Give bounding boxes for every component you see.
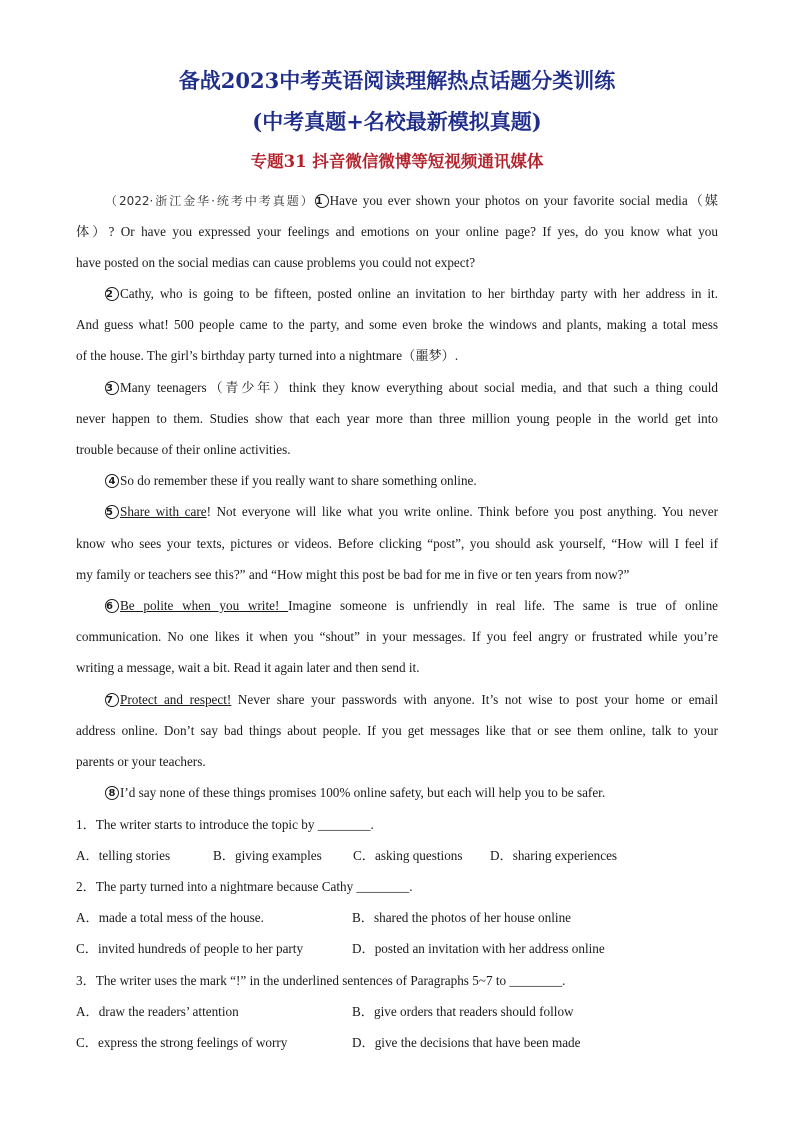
paragraph-5-line-3: my family or teachers see this?” and “How might this post be bad for me in five or ten years from now?” [76, 567, 630, 582]
paragraph-number: 5 [105, 505, 119, 519]
paragraph-3-line-3: trouble because of their online activities. [76, 442, 291, 457]
topic-title: 专题31 抖音微信微博等短视频通讯媒体 [250, 152, 544, 171]
underlined-sentence: Be polite when you write! [120, 598, 289, 613]
question-3-option-a[interactable]: A．draw the readers’ attention [76, 1004, 239, 1019]
paragraph-1-line-2: 体）? Or have you expressed your feelings and emotions on your online page? If yes, do you know what you [76, 224, 718, 239]
underlined-sentence: Protect and respect! [120, 692, 232, 707]
paragraph-number: 7 [105, 693, 119, 707]
paragraph-7-line-1: 7 Protect and respect! Never share your passwords with anyone. It’s not wise to post your home or email [106, 692, 718, 707]
paragraph-number: 4 [105, 474, 119, 488]
question-2-option-b[interactable]: B．shared the photos of her house online [352, 910, 572, 925]
paragraph-3-line-1: 3 Many teenagers（青少年）think they know everything about social media, and that such a thing could [106, 380, 718, 395]
question-1-option-a[interactable]: A．telling stories [76, 848, 171, 863]
question-1-option-c[interactable]: C．asking questions [353, 848, 463, 863]
paragraph-2-line-2: And guess what! 500 people came to the party, and some even broke the windows and plants, making a total mess [76, 317, 718, 332]
paragraph-6-line-1: 6 Be polite when you write! Imagine someone is unfriendly in real life. The same is true of online [106, 598, 719, 613]
question-3-option-c[interactable]: C．express the strong feelings of worry [76, 1035, 288, 1050]
paragraph-8-line-1: 8 I’d say none of these things promises 100% online safety, but each will help you to be safer. [105, 784, 718, 802]
document-title: 备战2023中考英语阅读理解热点话题分类训练 [178, 68, 616, 93]
question-1-stem: 1．The writer starts to introduce the topic by ________. [76, 817, 374, 832]
question-3-option-d[interactable]: D．give the decisions that have been made [352, 1035, 581, 1050]
question-1-option-b[interactable]: B．giving examples [213, 848, 322, 863]
source-note: （2022·浙江金华·统考中考真题） [105, 194, 315, 208]
paragraph-6-line-2: communication. No one likes it when you “shout” in your messages. If you feel angry or frustrated while you’re [76, 629, 718, 644]
question-1-option-d[interactable]: D．sharing experiences [490, 848, 618, 863]
paragraph-number: 1 [315, 194, 329, 208]
paragraph-number: 8 [105, 786, 119, 800]
paragraph-number: 2 [105, 287, 119, 301]
paragraph-4-line-1: 4 So do remember these if you really want to share something online. [105, 472, 718, 490]
paragraph-3-line-2: never happen to them. Studies show that each year more than three million young people in the world get into [76, 411, 718, 426]
paragraph-6-line-3: writing a message, wait a bit. Read it again later and then send it. [76, 660, 420, 675]
paragraph-1-line-1: （2022·浙江金华·统考中考真题）1 Have you ever shown your photos on your favorite social media（媒 [105, 193, 718, 208]
paragraph-2-line-3: of the house. The girl’s birthday party turned into a nightmare（噩梦）. [76, 348, 459, 363]
question-2-stem: 2．The party turned into a nightmare because Cathy ________. [76, 879, 413, 894]
question-3-option-b[interactable]: B．give orders that readers should follow [352, 1004, 574, 1019]
paragraph-7-line-3: parents or your teachers. [76, 754, 206, 769]
paragraph-2-line-1: 2 Cathy, who is going to be fifteen, posted online an invitation to her birthday party with her address in it. [106, 286, 718, 301]
question-3-stem: 3．The writer uses the mark “!” in the underlined sentences of Paragraphs 5~7 to ________. [76, 973, 566, 988]
paragraph-number: 3 [105, 381, 119, 395]
paragraph-1-line-3: have posted on the social medias can cause problems you could not expect? [76, 255, 476, 270]
document-subtitle: (中考真题+名校最新模拟真题) [252, 109, 542, 134]
question-2-option-a[interactable]: A．made a total mess of the house. [76, 910, 264, 925]
question-2-option-c[interactable]: C．invited hundreds of people to her party [76, 941, 304, 956]
paragraph-7-line-2: address online. Don’t say bad things about people. If you get messages like that or see them online, talk to your [76, 723, 718, 738]
paragraph-5-line-2: know who sees your texts, pictures or videos. Before clicking “post”, you should ask yourself, “How will I feel if [76, 536, 718, 551]
paragraph-5-line-1: 5 Share with care! Not everyone will like what you write online. Think before you post anything. You never [106, 504, 718, 519]
paragraph-number: 6 [105, 599, 119, 613]
question-2-option-d[interactable]: D．posted an invitation with her address online [352, 941, 605, 956]
underlined-sentence: Share with care [120, 504, 207, 519]
